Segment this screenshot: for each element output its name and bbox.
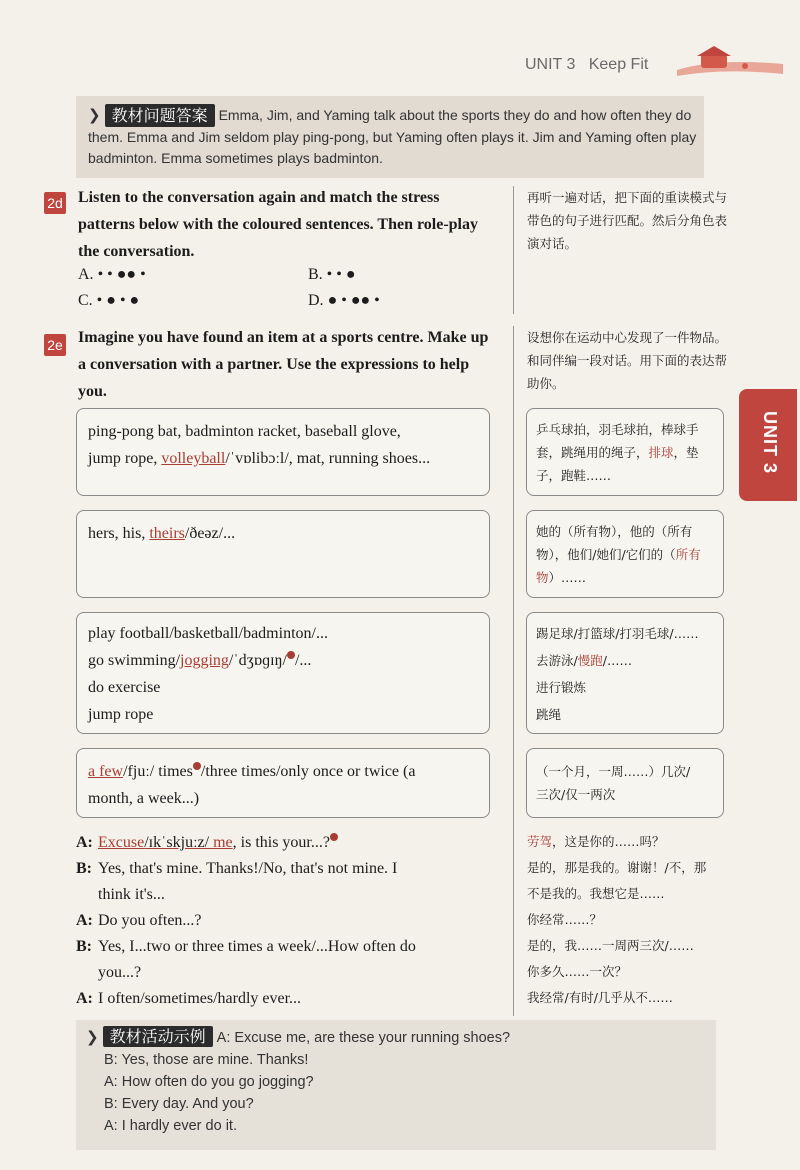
frequency-phonetic: /fjuː/	[123, 763, 155, 780]
items-cn	[536, 418, 716, 487]
side-unit-tab	[739, 389, 797, 501]
activities-cn-4: 跳绳	[536, 707, 562, 722]
example-line-text: A: Excuse me, are these your running shoes?	[216, 1030, 511, 1046]
task-2e-cn: 设想你在运动中心发现了一件物品。和同伴编一段对话。用下面的表达帮助你。	[527, 330, 728, 391]
dialog-line-b1	[76, 856, 506, 882]
activities-cn-3: 进行锻炼	[536, 680, 587, 695]
speaker-a: A:	[76, 990, 93, 1007]
dialog-cn-b1-cont: 不是我的。我想它是……	[527, 886, 665, 901]
activities-plain-end: /...	[294, 652, 312, 669]
pronouns-cn-post: ）……	[548, 570, 587, 585]
page-header	[525, 56, 648, 74]
dialog-key-word-2: me	[209, 834, 233, 851]
items-plain: jump rope,	[88, 450, 162, 467]
speaker-b: B:	[76, 938, 92, 955]
frequency-line-2: month, a week...)	[88, 790, 200, 807]
dialog-b2-text: Yes, I...two or three times a week/...How often do	[98, 938, 416, 955]
items-cn-pre: 乒乓球拍，羽毛球拍，棒球手套，跳绳用的绳子，	[536, 422, 699, 460]
task-number-2e: 2e	[44, 334, 66, 356]
pronouns-text	[88, 520, 235, 547]
pattern-d-dots: ● • ●● •	[327, 292, 380, 309]
dialog-cn-key: 劳驾	[527, 834, 553, 849]
task-2d-cn: 再听一遍对话，把下面的重读模式与带色的句子进行匹配。然后分角色表演对话。	[527, 190, 728, 251]
dialog-cn-a1	[527, 829, 727, 855]
dialog-line-a1	[76, 830, 506, 856]
items-line-2	[88, 445, 488, 472]
frequency-cn-2: 三次/仅一两次	[536, 787, 616, 802]
pattern-b	[308, 266, 356, 284]
pronouns-key-word: theirs	[149, 525, 185, 542]
pattern-c	[78, 292, 139, 310]
pronouns-plain: hers, his,	[88, 525, 150, 542]
items-key-word: volleyball	[161, 450, 226, 467]
pronouns-cn	[536, 520, 716, 589]
chevron-right-icon: ❯	[88, 106, 101, 124]
dialog-line-a3	[76, 986, 506, 1012]
dialog-b1-text-cont: think it's...	[98, 886, 165, 903]
pattern-c-dots: • ● • ●	[96, 292, 140, 309]
activities-plain: go swimming/	[88, 652, 181, 669]
decorative-logo-icon	[675, 44, 785, 78]
note-marker-icon	[287, 651, 295, 659]
dialog-key-word: Excuse	[98, 834, 145, 851]
example-line-3: A: How often do you go jogging?	[104, 1074, 314, 1090]
unit-title: Keep Fit	[588, 56, 649, 73]
items-line-1: ping-pong bat, badminton racket, baseball glove,	[88, 423, 401, 440]
items-cn-key: 排球	[648, 445, 674, 460]
column-divider	[513, 186, 514, 314]
unit-number: UNIT 3	[525, 56, 576, 73]
note-marker-icon	[193, 762, 201, 770]
activities-text	[88, 620, 488, 728]
frequency-cn	[536, 760, 716, 806]
example-line-4: B: Every day. And you?	[104, 1096, 254, 1112]
activities-line-4: jump rope	[88, 706, 154, 723]
example-text	[86, 1026, 510, 1137]
pattern-a-label: A.	[78, 266, 94, 283]
pattern-c-label: C.	[78, 292, 93, 309]
speaker-a: A:	[76, 834, 93, 851]
dialog-cn-a3: 我经常/有时/几乎从不……	[527, 990, 673, 1005]
items-text	[88, 418, 488, 472]
activities-cn-2-key: 慢跑	[577, 653, 603, 668]
dialog-a2-text: Do you often...?	[98, 912, 202, 929]
dialog-line-a2	[76, 908, 506, 934]
pronouns-cn-pre: 她的（所有物），他的（所有物），他们/她们/它们的（	[536, 524, 693, 562]
pattern-a	[78, 266, 146, 284]
pattern-b-label: B.	[308, 266, 323, 283]
example-tag: 教材活动示例	[103, 1026, 213, 1047]
dialog-phonetic: /ɪkˈskjuːz/	[144, 834, 210, 851]
speaker-a: A:	[76, 912, 93, 929]
activities-cn-2-pre: 去游泳/	[536, 653, 578, 668]
activities-cn-1: 踢足球/打篮球/打羽毛球/……	[536, 626, 699, 641]
items-plain-end: , mat, running shoes...	[288, 450, 431, 467]
activities-cn-2-post: /……	[602, 653, 632, 668]
frequency-plain: /three times/only once or twice (a	[200, 763, 416, 780]
pattern-d-label: D.	[308, 292, 324, 309]
answer-tag: 教材问题答案	[105, 104, 215, 127]
frequency-times: times	[154, 763, 193, 780]
dialog-cn-b2-cont: 你多久……一次？	[527, 964, 628, 979]
dialog-b2-text-cont: you...?	[98, 964, 142, 981]
answer-text-block	[88, 104, 698, 169]
speaker-b: B:	[76, 860, 92, 877]
frequency-line-1	[88, 758, 484, 785]
example-line-2: B: Yes, those are mine. Thanks!	[104, 1052, 309, 1068]
items-phonetic: /ˈvɒlibɔːl/	[225, 450, 289, 467]
frequency-text	[88, 758, 484, 812]
pronouns-cn-key: 所有物	[536, 547, 701, 585]
task-2e-instruction: Imagine you have found an item at a sports centre. Make up a conversation with a partner. Use the expressions to help you.	[78, 329, 489, 400]
frequency-cn-1: （一个月，一周……）几次/	[536, 764, 691, 779]
dialog-cn-a2: 你经常……？	[527, 912, 603, 927]
dialog-cn	[527, 829, 727, 1011]
side-unit-label: UNIT 3	[760, 411, 780, 475]
dialog-cn-b1: 是的，那是我的。谢谢！/不，那	[527, 860, 707, 875]
pattern-a-dots: • • ●● •	[97, 266, 146, 283]
example-line-1	[86, 1026, 510, 1049]
dialog-a3-text: I often/sometimes/hardly ever...	[98, 990, 302, 1007]
dialog-b1-text: Yes, that's mine. Thanks!/No, that's not mine. I	[98, 860, 398, 877]
task-number-2d: 2d	[44, 192, 66, 214]
task-2d-instruction: Listen to the conversation again and match the stress patterns below with the coloured sentences. Then role-play the conversation.	[78, 189, 478, 260]
pattern-b-dots: • • ●	[326, 266, 356, 283]
activities-line-1: play football/basketball/badminton/...	[88, 625, 328, 642]
dialog-a1-text: , is this your...?	[232, 834, 330, 851]
chevron-right-icon: ❯	[86, 1028, 99, 1046]
column-divider	[513, 326, 514, 1016]
dialog-en	[76, 830, 506, 1012]
dialog-line-b2	[76, 934, 506, 960]
activities-line-3: do exercise	[88, 679, 161, 696]
activities-cn	[536, 620, 716, 728]
answer-text: Emma, Jim, and Yaming talk about the sports they do and how often they do them. Emma and Jim seldom play ping-pong, but Yaming often plays it. Jim and Yaming often play badminton. Emma sometimes plays badminton.	[88, 107, 697, 166]
pronouns-phonetic: /ðeəz/...	[184, 525, 236, 542]
activities-cn-2	[536, 647, 716, 674]
activities-key-word: jogging	[180, 652, 229, 669]
activities-line-2	[88, 647, 488, 674]
note-marker-icon	[330, 833, 338, 841]
dialog-cn-b2: 是的，我……一周两三次/……	[527, 938, 694, 953]
example-line-5: A: I hardly ever do it.	[104, 1118, 237, 1134]
pattern-d	[308, 292, 380, 310]
frequency-key-word: a few	[88, 763, 124, 780]
items-cn-post: ，垫子，跑鞋……	[536, 445, 699, 483]
activities-phonetic: /ˈdʒɒɡɪŋ/	[228, 652, 287, 669]
dialog-cn-a1-text: ，这是你的……吗？	[552, 834, 665, 849]
